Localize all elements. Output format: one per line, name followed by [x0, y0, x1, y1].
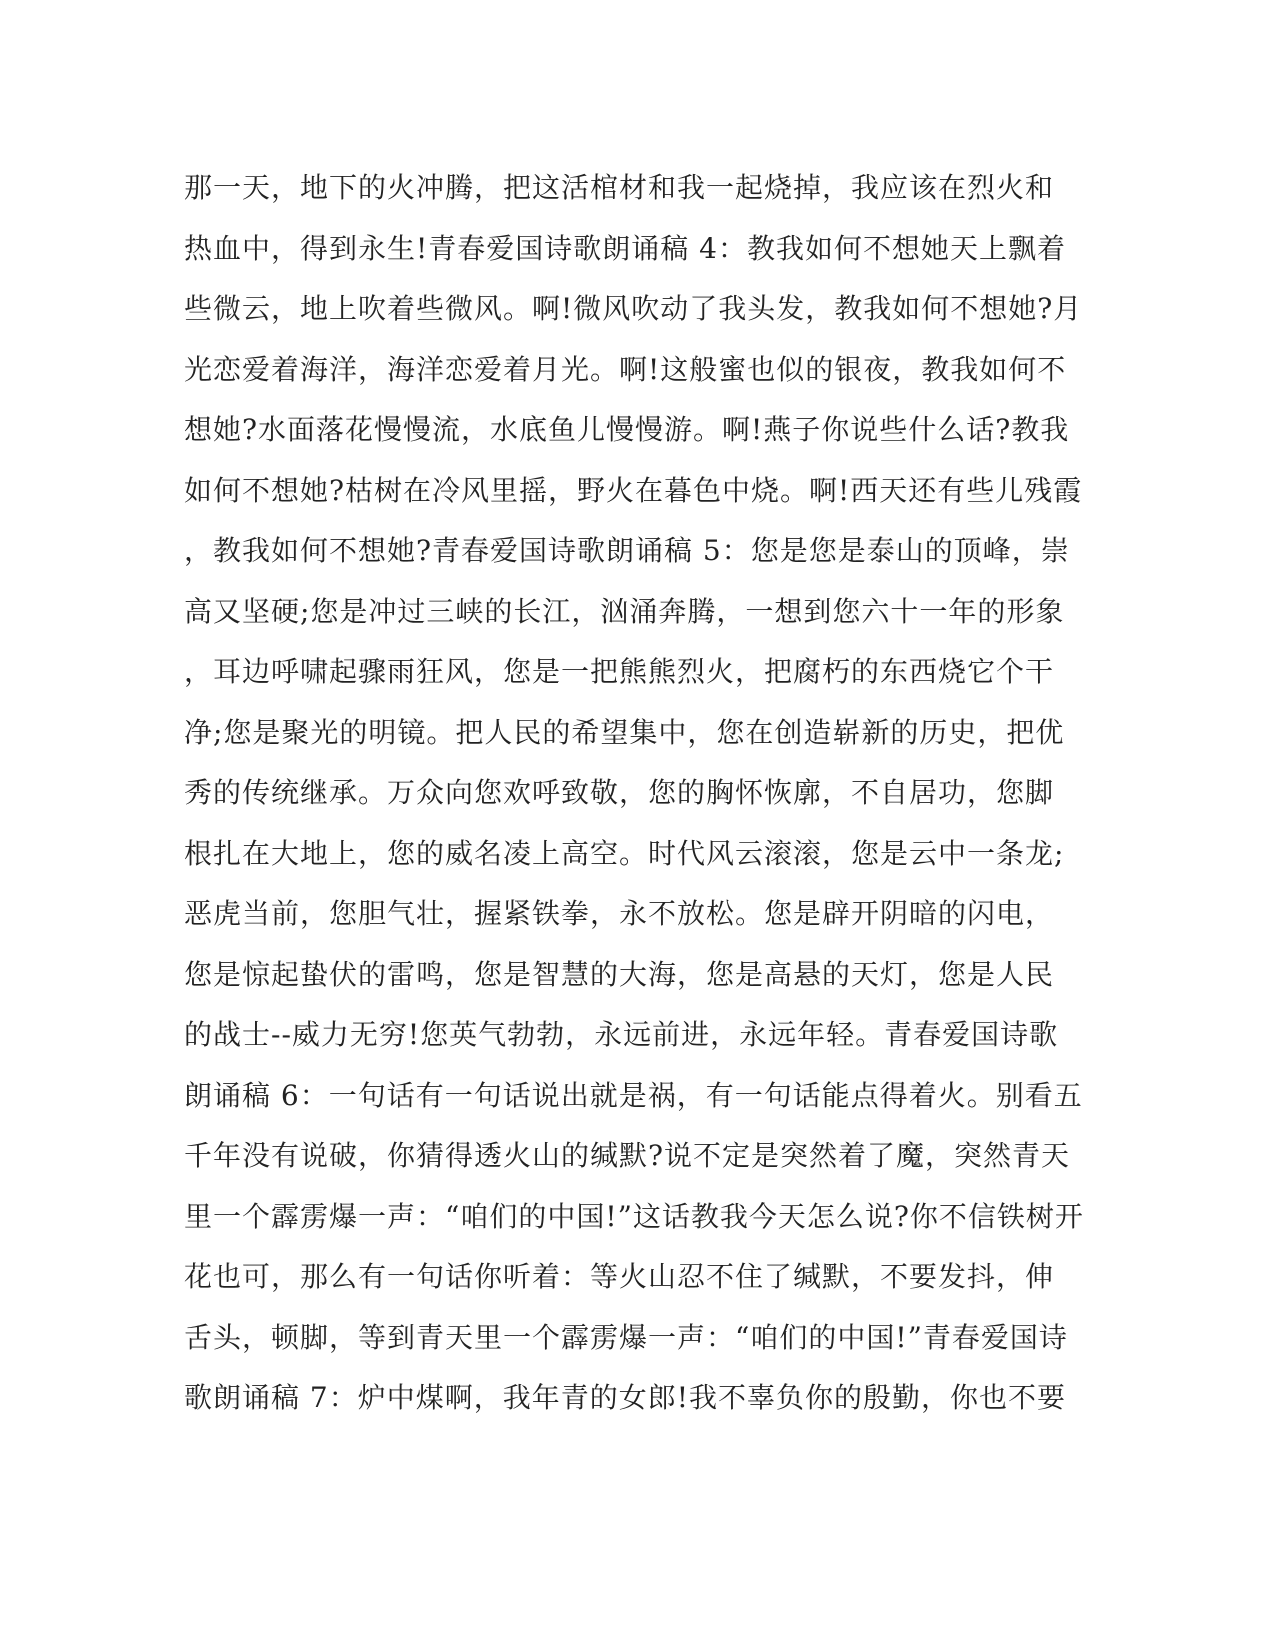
text-line: 那一天，地下的火冲腾，把这活棺材和我一起烧掉，我应该在烈火和 — [184, 171, 1055, 204]
text-line: 高又坚硬;您是冲过三峡的长江，汹涌奔腾，一想到您六十一年的形象 — [184, 594, 1065, 628]
text-line: 里一个霹雳爆一声：“咱们的中国!”这话教我今天怎么说?你不信铁树开 — [184, 1199, 1084, 1233]
text-line: 净;您是聚光的明镜。把人民的希望集中，您在创造崭新的历史，把优 — [184, 715, 1065, 749]
text-line: 热血中，得到永生!青春爱国诗歌朗诵稿 4：教我如何不想她天上飘着 — [184, 231, 1066, 265]
text-line: 千年没有说破，你猜得透火山的缄默?说不定是突然着了魔，突然青天 — [184, 1139, 1071, 1172]
text-line: 恶虎当前，您胆气壮，握紧铁拳，永不放松。您是辟开阴暗的闪电， — [184, 897, 1055, 930]
text-line: 根扎在大地上，您的威名凌上高空。时代风云滚滚，您是云中一条龙; — [184, 836, 1065, 870]
text-line: 的战士--威力无穷!您英气勃勃，永远前进，永远年轻。青春爱国诗歌 — [184, 1018, 1059, 1051]
text-line: 想她?水面落花慢慢流，水底鱼儿慢慢游。啊!燕子你说些什么话?教我 — [184, 413, 1070, 446]
body-text — [184, 158, 1084, 1429]
text-line: 光恋爱着海洋，海洋恋爱着月光。啊!这般蜜也似的银夜，教我如何不 — [184, 352, 1067, 386]
text-line: 些微云，地上吹着些微风。啊!微风吹动了我头发，教我如何不想她?月 — [184, 292, 1083, 325]
text-line: ，教我如何不想她?青春爱国诗歌朗诵稿 5：您是您是泰山的顶峰，崇 — [184, 534, 1070, 567]
text-line: 您是惊起蛰伏的雷鸣，您是智慧的大海，您是高悬的天灯，您是人民 — [184, 957, 1055, 991]
text-line: 花也可，那么有一句话你听着：等火山忍不住了缄默，不要发抖，伸 — [184, 1260, 1055, 1293]
text-line: 秀的传统继承。万众向您欢呼致敬，您的胸怀恢廓，不自居功，您脚 — [184, 776, 1055, 809]
text-line: 朗诵稿 6：一句话有一句话说出就是祸，有一句话能点得着火。别看五 — [184, 1078, 1083, 1112]
text-line: 如何不想她?枯树在冷风里摇，野火在暮色中烧。啊!西天还有些儿残霞 — [184, 473, 1083, 507]
text-line: ，耳边呼啸起骤雨狂风，您是一把熊熊烈火，把腐朽的东西烧它个干 — [184, 655, 1055, 688]
text-line: 歌朗诵稿 7：炉中煤啊，我年青的女郎!我不辜负你的殷勤，你也不要 — [184, 1381, 1066, 1414]
text-line: 舌头，顿脚，等到青天里一个霹雳爆一声：“咱们的中国!”青春爱国诗 — [184, 1320, 1068, 1354]
